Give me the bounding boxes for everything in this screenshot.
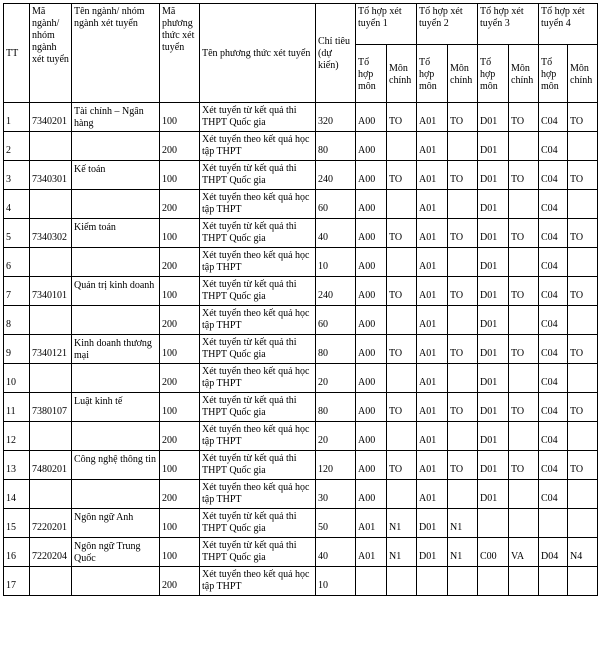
cell-combo-4-subjects: C04 bbox=[539, 248, 568, 277]
cell-combo-2-main: TO bbox=[448, 219, 478, 248]
cell-code bbox=[30, 364, 72, 393]
cell-quota: 80 bbox=[316, 132, 356, 161]
cell-combo-3-subjects: D01 bbox=[478, 190, 509, 219]
cell-name bbox=[72, 132, 160, 161]
cell-combo-4-main: TO bbox=[568, 219, 598, 248]
cell-quota: 20 bbox=[316, 422, 356, 451]
cell-combo-2-main bbox=[448, 306, 478, 335]
cell-combo-2-main bbox=[448, 364, 478, 393]
cell-code: 7340301 bbox=[30, 161, 72, 190]
header-combo-3-main: Môn chính bbox=[509, 45, 539, 103]
cell-quota: 80 bbox=[316, 393, 356, 422]
cell-quota: 20 bbox=[316, 364, 356, 393]
cell-combo-4-main: TO bbox=[568, 393, 598, 422]
cell-combo-2-main: TO bbox=[448, 393, 478, 422]
cell-combo-1-main: TO bbox=[387, 277, 417, 306]
cell-combo-3-subjects: D01 bbox=[478, 219, 509, 248]
cell-combo-3-main: TO bbox=[509, 451, 539, 480]
cell-combo-4-subjects: C04 bbox=[539, 422, 568, 451]
cell-combo-2-subjects: A01 bbox=[417, 480, 448, 509]
cell-method-name: Xét tuyển từ kết quả thi THPT Quốc gia bbox=[200, 451, 316, 480]
cell-quota: 10 bbox=[316, 567, 356, 596]
cell-combo-1-subjects: A00 bbox=[356, 103, 387, 132]
cell-name bbox=[72, 190, 160, 219]
header-combo-2: Tổ hợp xét tuyển 2 bbox=[417, 4, 478, 45]
cell-quota: 60 bbox=[316, 306, 356, 335]
cell-tt: 16 bbox=[4, 538, 30, 567]
cell-method-name: Xét tuyển theo kết quả học tập THPT bbox=[200, 190, 316, 219]
cell-combo-4-main bbox=[568, 132, 598, 161]
cell-code bbox=[30, 190, 72, 219]
cell-combo-1-main: TO bbox=[387, 161, 417, 190]
cell-combo-4-main: N4 bbox=[568, 538, 598, 567]
cell-combo-1-main bbox=[387, 306, 417, 335]
cell-combo-1-main: TO bbox=[387, 393, 417, 422]
cell-name: Kiểm toán bbox=[72, 219, 160, 248]
cell-combo-3-main bbox=[509, 422, 539, 451]
cell-combo-3-main bbox=[509, 132, 539, 161]
cell-combo-1-subjects: A00 bbox=[356, 306, 387, 335]
cell-method-name: Xét tuyển từ kết quả thi THPT Quốc gia bbox=[200, 103, 316, 132]
cell-combo-3-main bbox=[509, 567, 539, 596]
cell-combo-1-subjects: A00 bbox=[356, 132, 387, 161]
cell-combo-2-subjects: A01 bbox=[417, 422, 448, 451]
header-combo-4: Tổ hợp xét tuyển 4 bbox=[539, 4, 598, 45]
cell-combo-1-subjects: A01 bbox=[356, 509, 387, 538]
cell-method-name: Xét tuyển theo kết quả học tập THPT bbox=[200, 567, 316, 596]
cell-tt: 3 bbox=[4, 161, 30, 190]
cell-combo-2-subjects: A01 bbox=[417, 219, 448, 248]
cell-combo-4-subjects: D04 bbox=[539, 538, 568, 567]
cell-combo-2-main bbox=[448, 248, 478, 277]
cell-combo-2-subjects bbox=[417, 567, 448, 596]
cell-code: 7220204 bbox=[30, 538, 72, 567]
header-row-top bbox=[4, 4, 598, 45]
header-combo-4-main: Môn chính bbox=[568, 45, 598, 103]
cell-quota: 320 bbox=[316, 103, 356, 132]
cell-name: Kinh doanh thương mại bbox=[72, 335, 160, 364]
cell-tt: 11 bbox=[4, 393, 30, 422]
cell-tt: 6 bbox=[4, 248, 30, 277]
cell-combo-4-subjects: C04 bbox=[539, 103, 568, 132]
cell-method-code: 100 bbox=[160, 393, 200, 422]
cell-name bbox=[72, 567, 160, 596]
cell-combo-2-main bbox=[448, 190, 478, 219]
cell-combo-4-subjects: C04 bbox=[539, 277, 568, 306]
cell-tt: 8 bbox=[4, 306, 30, 335]
cell-combo-4-subjects: C04 bbox=[539, 219, 568, 248]
cell-tt: 4 bbox=[4, 190, 30, 219]
cell-method-name: Xét tuyển theo kết quả học tập THPT bbox=[200, 132, 316, 161]
cell-method-name: Xét tuyển từ kết quả thi THPT Quốc gia bbox=[200, 538, 316, 567]
cell-combo-3-subjects: D01 bbox=[478, 306, 509, 335]
cell-combo-1-subjects: A00 bbox=[356, 277, 387, 306]
cell-quota: 10 bbox=[316, 248, 356, 277]
cell-name bbox=[72, 422, 160, 451]
cell-combo-4-subjects: C04 bbox=[539, 364, 568, 393]
cell-combo-1-subjects: A00 bbox=[356, 248, 387, 277]
table-row bbox=[4, 132, 598, 161]
header-method-code: Mã phương thức xét tuyển bbox=[160, 4, 200, 103]
cell-name: Ngôn ngữ Trung Quốc bbox=[72, 538, 160, 567]
table-row bbox=[4, 219, 598, 248]
cell-method-code: 100 bbox=[160, 219, 200, 248]
cell-combo-4-subjects: C04 bbox=[539, 161, 568, 190]
cell-tt: 13 bbox=[4, 451, 30, 480]
cell-quota: 30 bbox=[316, 480, 356, 509]
cell-quota: 40 bbox=[316, 219, 356, 248]
cell-method-code: 100 bbox=[160, 451, 200, 480]
cell-combo-2-main bbox=[448, 480, 478, 509]
cell-code: 7480201 bbox=[30, 451, 72, 480]
cell-combo-4-subjects bbox=[539, 509, 568, 538]
cell-combo-2-main: TO bbox=[448, 277, 478, 306]
cell-code bbox=[30, 306, 72, 335]
cell-combo-4-subjects: C04 bbox=[539, 132, 568, 161]
header-method-name: Tên phương thức xét tuyển bbox=[200, 4, 316, 103]
cell-tt: 12 bbox=[4, 422, 30, 451]
cell-name: Tài chính – Ngân hàng bbox=[72, 103, 160, 132]
table-row bbox=[4, 335, 598, 364]
cell-combo-2-subjects: A01 bbox=[417, 306, 448, 335]
cell-method-name: Xét tuyển từ kết quả thi THPT Quốc gia bbox=[200, 277, 316, 306]
cell-code: 7340201 bbox=[30, 103, 72, 132]
cell-name: Ngôn ngữ Anh bbox=[72, 509, 160, 538]
table-row bbox=[4, 422, 598, 451]
cell-combo-1-subjects: A00 bbox=[356, 393, 387, 422]
cell-combo-1-main: N1 bbox=[387, 538, 417, 567]
cell-combo-3-subjects: C00 bbox=[478, 538, 509, 567]
cell-combo-4-subjects: C04 bbox=[539, 393, 568, 422]
header-combo-2-subjects: Tổ hợp môn bbox=[417, 45, 448, 103]
cell-code: 7380107 bbox=[30, 393, 72, 422]
cell-tt: 15 bbox=[4, 509, 30, 538]
cell-method-code: 200 bbox=[160, 422, 200, 451]
cell-combo-1-subjects: A00 bbox=[356, 364, 387, 393]
cell-quota: 120 bbox=[316, 451, 356, 480]
cell-combo-1-main bbox=[387, 248, 417, 277]
cell-combo-1-subjects: A01 bbox=[356, 538, 387, 567]
table-body bbox=[4, 103, 598, 596]
cell-combo-1-main bbox=[387, 480, 417, 509]
cell-name: Quản trị kinh doanh bbox=[72, 277, 160, 306]
header-combo-1: Tổ hợp xét tuyển 1 bbox=[356, 4, 417, 45]
cell-method-name: Xét tuyển từ kết quả thi THPT Quốc gia bbox=[200, 219, 316, 248]
cell-combo-3-subjects: D01 bbox=[478, 161, 509, 190]
cell-tt: 17 bbox=[4, 567, 30, 596]
cell-combo-2-main bbox=[448, 132, 478, 161]
cell-method-code: 200 bbox=[160, 132, 200, 161]
header-combo-3-subjects: Tổ hợp môn bbox=[478, 45, 509, 103]
cell-combo-3-main: TO bbox=[509, 161, 539, 190]
cell-combo-3-subjects: D01 bbox=[478, 103, 509, 132]
cell-combo-2-main: TO bbox=[448, 451, 478, 480]
cell-tt: 9 bbox=[4, 335, 30, 364]
cell-combo-4-main bbox=[568, 480, 598, 509]
cell-combo-3-subjects: D01 bbox=[478, 480, 509, 509]
cell-combo-4-main: TO bbox=[568, 451, 598, 480]
cell-combo-3-subjects: D01 bbox=[478, 393, 509, 422]
cell-combo-1-subjects bbox=[356, 567, 387, 596]
cell-combo-2-subjects: A01 bbox=[417, 248, 448, 277]
cell-combo-4-main: TO bbox=[568, 161, 598, 190]
cell-name bbox=[72, 480, 160, 509]
cell-combo-4-subjects: C04 bbox=[539, 190, 568, 219]
table-row bbox=[4, 306, 598, 335]
cell-method-name: Xét tuyển theo kết quả học tập THPT bbox=[200, 306, 316, 335]
cell-combo-3-main bbox=[509, 364, 539, 393]
cell-combo-3-subjects: D01 bbox=[478, 248, 509, 277]
cell-combo-4-main bbox=[568, 248, 598, 277]
cell-quota: 60 bbox=[316, 190, 356, 219]
cell-combo-4-main bbox=[568, 190, 598, 219]
admission-table-container bbox=[3, 3, 598, 596]
table-row bbox=[4, 277, 598, 306]
cell-combo-4-main: TO bbox=[568, 277, 598, 306]
cell-code: 7220201 bbox=[30, 509, 72, 538]
cell-combo-1-subjects: A00 bbox=[356, 190, 387, 219]
cell-combo-1-main bbox=[387, 567, 417, 596]
table-row bbox=[4, 567, 598, 596]
cell-code: 7340101 bbox=[30, 277, 72, 306]
cell-combo-3-subjects bbox=[478, 567, 509, 596]
cell-combo-1-main: TO bbox=[387, 219, 417, 248]
cell-combo-2-main bbox=[448, 567, 478, 596]
cell-combo-1-subjects: A00 bbox=[356, 335, 387, 364]
cell-method-code: 100 bbox=[160, 509, 200, 538]
cell-method-code: 100 bbox=[160, 538, 200, 567]
cell-method-code: 200 bbox=[160, 248, 200, 277]
cell-combo-4-main bbox=[568, 567, 598, 596]
cell-method-code: 100 bbox=[160, 161, 200, 190]
cell-combo-1-subjects: A00 bbox=[356, 219, 387, 248]
cell-combo-1-main bbox=[387, 190, 417, 219]
cell-combo-3-main: TO bbox=[509, 393, 539, 422]
cell-code: 7340121 bbox=[30, 335, 72, 364]
table-row bbox=[4, 538, 598, 567]
cell-method-code: 200 bbox=[160, 190, 200, 219]
cell-combo-4-main bbox=[568, 422, 598, 451]
cell-quota: 80 bbox=[316, 335, 356, 364]
cell-quota: 50 bbox=[316, 509, 356, 538]
cell-combo-3-subjects: D01 bbox=[478, 451, 509, 480]
cell-combo-4-main bbox=[568, 364, 598, 393]
table-row bbox=[4, 161, 598, 190]
cell-combo-2-subjects: D01 bbox=[417, 538, 448, 567]
header-combo-1-subjects: Tổ hợp môn bbox=[356, 45, 387, 103]
cell-combo-2-subjects: A01 bbox=[417, 451, 448, 480]
cell-tt: 14 bbox=[4, 480, 30, 509]
cell-code bbox=[30, 480, 72, 509]
cell-method-name: Xét tuyển theo kết quả học tập THPT bbox=[200, 422, 316, 451]
cell-name: Kế toán bbox=[72, 161, 160, 190]
cell-method-code: 200 bbox=[160, 567, 200, 596]
cell-code bbox=[30, 567, 72, 596]
cell-combo-2-subjects: A01 bbox=[417, 364, 448, 393]
cell-combo-2-subjects: A01 bbox=[417, 335, 448, 364]
cell-combo-3-main bbox=[509, 190, 539, 219]
cell-combo-1-main: TO bbox=[387, 103, 417, 132]
cell-combo-2-subjects: A01 bbox=[417, 190, 448, 219]
table-row bbox=[4, 480, 598, 509]
cell-combo-3-subjects: D01 bbox=[478, 277, 509, 306]
cell-method-code: 200 bbox=[160, 306, 200, 335]
cell-combo-2-subjects: A01 bbox=[417, 277, 448, 306]
cell-combo-4-main: TO bbox=[568, 103, 598, 132]
cell-tt: 10 bbox=[4, 364, 30, 393]
cell-tt: 1 bbox=[4, 103, 30, 132]
cell-method-name: Xét tuyển từ kết quả thi THPT Quốc gia bbox=[200, 393, 316, 422]
cell-combo-4-subjects: C04 bbox=[539, 335, 568, 364]
admission-table bbox=[3, 3, 598, 596]
cell-combo-2-main: N1 bbox=[448, 509, 478, 538]
cell-combo-1-main: TO bbox=[387, 451, 417, 480]
table-row bbox=[4, 509, 598, 538]
cell-combo-3-main bbox=[509, 480, 539, 509]
cell-method-code: 100 bbox=[160, 335, 200, 364]
cell-method-name: Xét tuyển từ kết quả thi THPT Quốc gia bbox=[200, 161, 316, 190]
cell-method-name: Xét tuyển theo kết quả học tập THPT bbox=[200, 480, 316, 509]
cell-method-name: Xét tuyển từ kết quả thi THPT Quốc gia bbox=[200, 509, 316, 538]
cell-combo-4-subjects: C04 bbox=[539, 306, 568, 335]
cell-combo-3-subjects: D01 bbox=[478, 132, 509, 161]
cell-name bbox=[72, 248, 160, 277]
table-row bbox=[4, 190, 598, 219]
cell-combo-2-main bbox=[448, 422, 478, 451]
cell-name: Công nghệ thông tin bbox=[72, 451, 160, 480]
cell-combo-2-subjects: A01 bbox=[417, 161, 448, 190]
cell-combo-1-subjects: A00 bbox=[356, 161, 387, 190]
cell-combo-2-subjects: A01 bbox=[417, 393, 448, 422]
cell-code bbox=[30, 422, 72, 451]
cell-combo-3-subjects bbox=[478, 509, 509, 538]
cell-code bbox=[30, 248, 72, 277]
cell-tt: 2 bbox=[4, 132, 30, 161]
cell-combo-1-subjects: A00 bbox=[356, 422, 387, 451]
cell-quota: 240 bbox=[316, 161, 356, 190]
cell-tt: 5 bbox=[4, 219, 30, 248]
table-row bbox=[4, 103, 598, 132]
table-row bbox=[4, 364, 598, 393]
cell-method-name: Xét tuyển theo kết quả học tập THPT bbox=[200, 248, 316, 277]
cell-combo-2-subjects: D01 bbox=[417, 509, 448, 538]
cell-combo-3-main bbox=[509, 248, 539, 277]
header-quota: Chỉ tiêu (dự kiến) bbox=[316, 4, 356, 103]
cell-combo-2-main: TO bbox=[448, 161, 478, 190]
header-combo-4-subjects: Tổ hợp môn bbox=[539, 45, 568, 103]
cell-combo-1-main bbox=[387, 364, 417, 393]
cell-method-name: Xét tuyển từ kết quả thi THPT Quốc gia bbox=[200, 335, 316, 364]
table-row bbox=[4, 451, 598, 480]
header-tt: TT bbox=[4, 4, 30, 103]
cell-combo-2-subjects: A01 bbox=[417, 132, 448, 161]
cell-combo-3-subjects: D01 bbox=[478, 335, 509, 364]
cell-name bbox=[72, 306, 160, 335]
cell-method-code: 200 bbox=[160, 364, 200, 393]
cell-code: 7340302 bbox=[30, 219, 72, 248]
cell-method-code: 100 bbox=[160, 277, 200, 306]
cell-quota: 240 bbox=[316, 277, 356, 306]
cell-combo-4-subjects bbox=[539, 567, 568, 596]
cell-combo-3-main: VA bbox=[509, 538, 539, 567]
table-row bbox=[4, 393, 598, 422]
cell-combo-3-subjects: D01 bbox=[478, 364, 509, 393]
cell-tt: 7 bbox=[4, 277, 30, 306]
cell-combo-1-subjects: A00 bbox=[356, 480, 387, 509]
header-combo-1-main: Môn chính bbox=[387, 45, 417, 103]
cell-method-code: 100 bbox=[160, 103, 200, 132]
header-combo-2-main: Môn chính bbox=[448, 45, 478, 103]
cell-combo-1-main bbox=[387, 422, 417, 451]
cell-name bbox=[72, 364, 160, 393]
cell-combo-1-subjects: A00 bbox=[356, 451, 387, 480]
cell-combo-2-main: TO bbox=[448, 103, 478, 132]
cell-combo-4-subjects: C04 bbox=[539, 480, 568, 509]
header-combo-3: Tổ hợp xét tuyển 3 bbox=[478, 4, 539, 45]
cell-combo-1-main: TO bbox=[387, 335, 417, 364]
cell-method-name: Xét tuyển theo kết quả học tập THPT bbox=[200, 364, 316, 393]
cell-method-code: 200 bbox=[160, 480, 200, 509]
cell-combo-3-main: TO bbox=[509, 277, 539, 306]
cell-combo-1-main: N1 bbox=[387, 509, 417, 538]
cell-code bbox=[30, 132, 72, 161]
header-name: Tên ngành/ nhóm ngành xét tuyển bbox=[72, 4, 160, 103]
cell-name: Luật kinh tế bbox=[72, 393, 160, 422]
cell-combo-2-main: TO bbox=[448, 335, 478, 364]
cell-quota: 40 bbox=[316, 538, 356, 567]
table-row bbox=[4, 248, 598, 277]
cell-combo-4-main bbox=[568, 306, 598, 335]
cell-combo-4-main bbox=[568, 509, 598, 538]
cell-combo-3-main: TO bbox=[509, 103, 539, 132]
cell-combo-2-subjects: A01 bbox=[417, 103, 448, 132]
cell-combo-2-main: N1 bbox=[448, 538, 478, 567]
cell-combo-1-main bbox=[387, 132, 417, 161]
cell-combo-3-main: TO bbox=[509, 335, 539, 364]
cell-combo-3-main: TO bbox=[509, 219, 539, 248]
cell-combo-3-subjects: D01 bbox=[478, 422, 509, 451]
cell-combo-4-subjects: C04 bbox=[539, 451, 568, 480]
header-code: Mã ngành/ nhóm ngành xét tuyển bbox=[30, 4, 72, 103]
cell-combo-3-main bbox=[509, 306, 539, 335]
cell-combo-4-main: TO bbox=[568, 335, 598, 364]
cell-combo-3-main bbox=[509, 509, 539, 538]
